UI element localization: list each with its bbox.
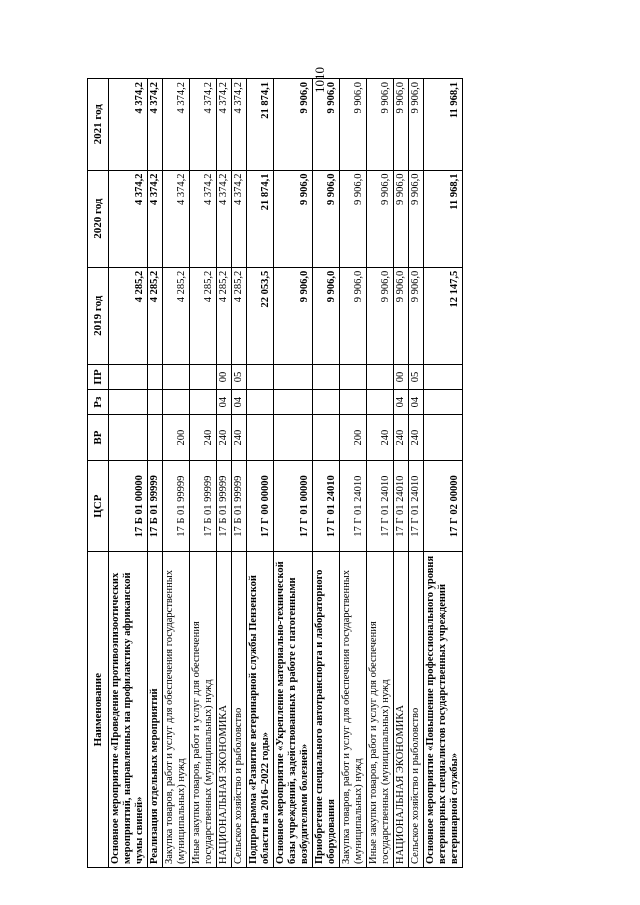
- cell-pr: [163, 364, 190, 389]
- cell-2020: 11 968,1: [424, 170, 463, 267]
- cell-vr: 240: [217, 415, 232, 461]
- cell-name: Подпрограмма «Развитие ветеринарной службы Пензенской области на 2016–2022 годы»: [247, 552, 274, 868]
- cell-2021: 9 906,0: [313, 79, 340, 171]
- cell-pr: 00: [217, 364, 232, 389]
- cell-2021: 4 374,2: [190, 79, 217, 171]
- cell-vr: 200: [340, 415, 367, 461]
- cell-2019: 22 053,5: [247, 267, 274, 364]
- cell-2020: 9 906,0: [394, 170, 409, 267]
- cell-pr: 00: [394, 364, 409, 389]
- cell-vr: [274, 415, 313, 461]
- cell-rz: [424, 390, 463, 415]
- cell-pr: [109, 364, 148, 389]
- cell-csr: 17 Г 02 00000: [424, 460, 463, 551]
- cell-2020: 9 906,0: [367, 170, 394, 267]
- table-row: [163, 79, 190, 868]
- cell-rz: [163, 390, 190, 415]
- cell-2019: 4 285,2: [217, 267, 232, 364]
- cell-name: Основное мероприятие «Проведение противоэпизоотических мероприятий, направленных на профилактику африканской чумы свиней»: [109, 552, 148, 868]
- cell-csr: 17 Б 01 99999: [217, 460, 232, 551]
- cell-rz: [313, 390, 340, 415]
- cell-2021: 4 374,2: [148, 79, 163, 171]
- cell-csr: 17 Г 01 24010: [313, 460, 340, 551]
- cell-name: Реализация отдельных мероприятий: [148, 552, 163, 868]
- table-row: [274, 79, 313, 868]
- cell-pr: [148, 364, 163, 389]
- cell-2021: 9 906,0: [367, 79, 394, 171]
- cell-pr: [313, 364, 340, 389]
- table-row: [424, 79, 463, 868]
- cell-name: НАЦИОНАЛЬНАЯ ЭКОНОМИКА: [217, 552, 232, 868]
- cell-2020: 4 374,2: [232, 170, 247, 267]
- cell-2019: 9 906,0: [394, 267, 409, 364]
- table-row: [148, 79, 163, 868]
- header-csr: ЦСР: [88, 460, 109, 551]
- cell-rz: [367, 390, 394, 415]
- header-2020: 2020 год: [88, 170, 109, 267]
- cell-pr: [424, 364, 463, 389]
- cell-csr: 17 Б 01 99999: [163, 460, 190, 551]
- cell-2019: 9 906,0: [409, 267, 424, 364]
- cell-2021: 4 374,2: [232, 79, 247, 171]
- page-number: 1010: [312, 67, 327, 93]
- cell-vr: 240: [367, 415, 394, 461]
- cell-vr: [247, 415, 274, 461]
- cell-vr: [424, 415, 463, 461]
- cell-pr: 05: [232, 364, 247, 389]
- cell-csr: 17 Б 01 99999: [190, 460, 217, 551]
- table-row: [190, 79, 217, 868]
- cell-csr: 17 Б 01 00000: [109, 460, 148, 551]
- cell-2020: 4 374,2: [217, 170, 232, 267]
- table-row: [394, 79, 409, 868]
- cell-name: НАЦИОНАЛЬНАЯ ЭКОНОМИКА: [394, 552, 409, 868]
- cell-2019: 9 906,0: [274, 267, 313, 364]
- cell-2020: 4 374,2: [163, 170, 190, 267]
- cell-2019: 9 906,0: [367, 267, 394, 364]
- cell-2019: 4 285,2: [190, 267, 217, 364]
- cell-vr: 240: [190, 415, 217, 461]
- cell-rz: 04: [394, 390, 409, 415]
- cell-rz: [340, 390, 367, 415]
- cell-2020: 4 374,2: [109, 170, 148, 267]
- cell-2021: 21 874,1: [247, 79, 274, 171]
- cell-pr: [190, 364, 217, 389]
- cell-pr: 05: [409, 364, 424, 389]
- cell-2019: 9 906,0: [313, 267, 340, 364]
- cell-2020: 9 906,0: [409, 170, 424, 267]
- cell-name: Иные закупки товаров, работ и услуг для обеспечения государственных (муниципальных) нужд: [190, 552, 217, 868]
- cell-pr: [367, 364, 394, 389]
- cell-rz: [148, 390, 163, 415]
- cell-rz: 04: [409, 390, 424, 415]
- table-row: [367, 79, 394, 868]
- cell-vr: [148, 415, 163, 461]
- cell-2021: 9 906,0: [274, 79, 313, 171]
- cell-csr: 17 Г 00 00000: [247, 460, 274, 551]
- cell-name: Закупка товаров, работ и услуг для обеспечения государственных (муниципальных) нужд: [340, 552, 367, 868]
- cell-2019: 4 285,2: [232, 267, 247, 364]
- header-pr: ПР: [88, 364, 109, 389]
- cell-name: Приобретение специального автотранспорта и лабораторного оборудования: [313, 552, 340, 868]
- cell-rz: [247, 390, 274, 415]
- cell-2020: 9 906,0: [313, 170, 340, 267]
- table-row: [217, 79, 232, 868]
- cell-vr: 240: [409, 415, 424, 461]
- cell-2019: 4 285,2: [109, 267, 148, 364]
- table-row: [409, 79, 424, 868]
- cell-2021: 4 374,2: [163, 79, 190, 171]
- cell-vr: 240: [394, 415, 409, 461]
- cell-2021: 11 968,1: [424, 79, 463, 171]
- cell-2020: 21 874,1: [247, 170, 274, 267]
- cell-2021: 4 374,2: [109, 79, 148, 171]
- table-header-row: [88, 79, 109, 868]
- header-rz: Рз: [88, 390, 109, 415]
- cell-rz: [109, 390, 148, 415]
- cell-vr: [313, 415, 340, 461]
- cell-2020: 4 374,2: [148, 170, 163, 267]
- cell-csr: 17 Г 01 24010: [394, 460, 409, 551]
- header-2019: 2019 год: [88, 267, 109, 364]
- cell-2019: 9 906,0: [340, 267, 367, 364]
- table-row: [247, 79, 274, 868]
- cell-rz: [274, 390, 313, 415]
- cell-2020: 4 374,2: [190, 170, 217, 267]
- cell-vr: 200: [163, 415, 190, 461]
- cell-name: Сельское хозяйство и рыболовство: [409, 552, 424, 868]
- cell-csr: 17 Г 01 24010: [367, 460, 394, 551]
- cell-pr: [274, 364, 313, 389]
- header-2021: 2021 год: [88, 79, 109, 171]
- cell-csr: 17 Г 01 24010: [409, 460, 424, 551]
- cell-2019: 12 147,5: [424, 267, 463, 364]
- table-row: [232, 79, 247, 868]
- cell-name: Основное мероприятие «Повышение профессионального уровня ветеринарных специалистов государственных учреждений ветеринарной службы»: [424, 552, 463, 868]
- cell-2020: 9 906,0: [274, 170, 313, 267]
- cell-pr: [340, 364, 367, 389]
- header-name: Наименование: [88, 552, 109, 868]
- table-row: [313, 79, 340, 868]
- cell-2020: 9 906,0: [340, 170, 367, 267]
- table-row: [340, 79, 367, 868]
- cell-rz: 04: [232, 390, 247, 415]
- cell-2021: 9 906,0: [409, 79, 424, 171]
- cell-2021: 4 374,2: [217, 79, 232, 171]
- cell-vr: 240: [232, 415, 247, 461]
- cell-csr: 17 Б 01 99999: [232, 460, 247, 551]
- cell-2019: 4 285,2: [163, 267, 190, 364]
- cell-2021: 9 906,0: [394, 79, 409, 171]
- cell-csr: 17 Г 01 24010: [340, 460, 367, 551]
- cell-csr: 17 Г 01 00000: [274, 460, 313, 551]
- budget-table: [87, 78, 463, 868]
- table-row: [109, 79, 148, 868]
- cell-name: Иные закупки товаров, работ и услуг для обеспечения государственных (муниципальных) нужд: [367, 552, 394, 868]
- cell-rz: 04: [217, 390, 232, 415]
- cell-rz: [190, 390, 217, 415]
- cell-pr: [247, 364, 274, 389]
- cell-2019: 4 285,2: [148, 267, 163, 364]
- header-vr: ВР: [88, 415, 109, 461]
- rotated-page: [87, 78, 501, 868]
- cell-name: Основное мероприятие «Укрепление материально-технической базы учреждений, задействованных в работе с патогенными возбудителями болезней»: [274, 552, 313, 868]
- cell-2021: 9 906,0: [340, 79, 367, 171]
- cell-name: Закупка товаров, работ и услуг для обеспечения государственных (муниципальных) нужд: [163, 552, 190, 868]
- cell-vr: [109, 415, 148, 461]
- cell-name: Сельское хозяйство и рыболовство: [232, 552, 247, 868]
- cell-csr: 17 Б 01 99999: [148, 460, 163, 551]
